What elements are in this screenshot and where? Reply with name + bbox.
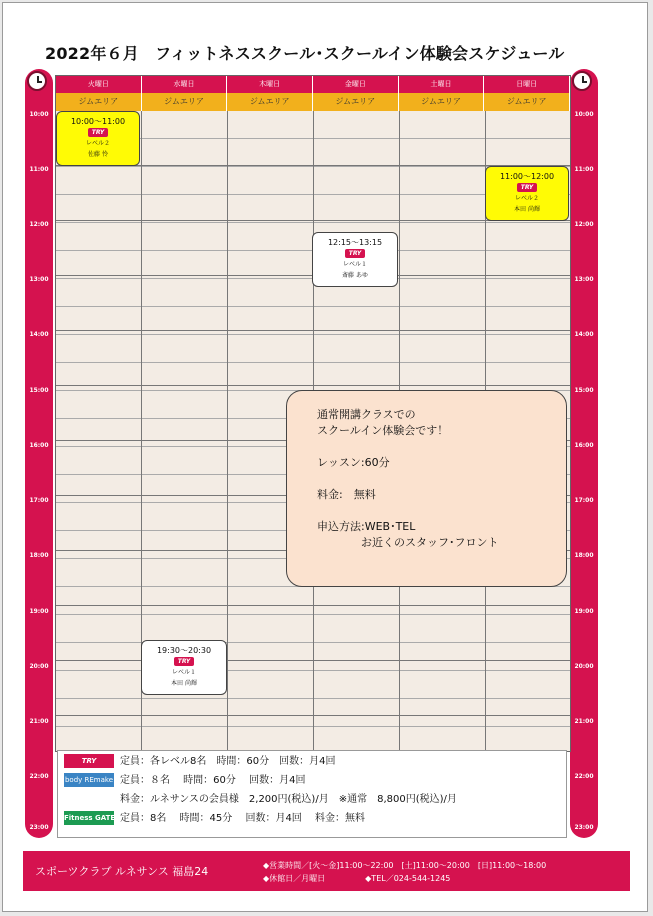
try-logo: TRY bbox=[345, 249, 366, 258]
time-label: 16:00 bbox=[29, 442, 49, 449]
area-header: ジムエリア bbox=[56, 93, 142, 111]
time-label: 10:00 bbox=[574, 111, 594, 118]
time-label: 23:00 bbox=[29, 824, 49, 831]
contact-info: ◆休館日／月曜日 ◆TEL／024-544-1245 bbox=[263, 874, 451, 883]
class-time: 19:30～20:30 bbox=[156, 646, 212, 655]
area-header-row bbox=[56, 93, 570, 111]
time-label: 12:00 bbox=[29, 221, 49, 228]
clock-icon bbox=[27, 71, 47, 91]
note-line: 通常開講クラスでの bbox=[317, 408, 416, 421]
time-label: 22:00 bbox=[574, 773, 594, 780]
fitness-gate-logo: Fitness GATE bbox=[64, 811, 114, 825]
time-label: 20:00 bbox=[29, 663, 49, 670]
legend-text: 定員：８名 時間：60分 回数：月4回 bbox=[120, 775, 306, 786]
class-level: レベル２ bbox=[514, 195, 539, 202]
try-logo: TRY bbox=[64, 754, 114, 768]
time-label: 14:00 bbox=[29, 331, 49, 338]
time-label: 10:00 bbox=[29, 111, 49, 118]
time-label: 22:00 bbox=[29, 773, 49, 780]
try-logo: TRY bbox=[174, 657, 195, 666]
time-label: 21:00 bbox=[29, 718, 49, 725]
class-instructor: 本田 尚輝 bbox=[171, 680, 197, 687]
note-line: スクールイン体験会です！ bbox=[317, 424, 449, 437]
time-label: 15:00 bbox=[29, 387, 49, 394]
try-logo: TRY bbox=[517, 183, 538, 192]
time-label: 14:00 bbox=[574, 331, 594, 338]
note-line: お近くのスタッフ･フロント bbox=[317, 536, 499, 549]
page-title: 2022年６月 フィットネススクール･スクールイン体験会スケジュール bbox=[45, 44, 565, 63]
note-line: 料金: 無料 bbox=[317, 488, 376, 501]
day-header: 木曜日 bbox=[227, 76, 313, 93]
day-header: 土曜日 bbox=[399, 76, 485, 93]
time-label: 11:00 bbox=[574, 166, 594, 173]
try-logo: TRY bbox=[88, 128, 109, 137]
class-time: 10:00～11:00 bbox=[70, 117, 126, 126]
legend-row bbox=[64, 772, 305, 790]
class-instructor: 斎藤 あゆ bbox=[342, 272, 368, 279]
clock-icon bbox=[572, 71, 592, 91]
day-header: 水曜日 bbox=[142, 76, 228, 93]
time-label: 15:00 bbox=[574, 387, 594, 394]
class-instructor: 佐藤 怜 bbox=[88, 151, 108, 158]
legend-text: 料金：ルネサンスの会員様 2,200円(税込)/月 ※通常 8,800円(税込)/月 bbox=[120, 794, 457, 805]
area-header: ジムエリア bbox=[142, 93, 228, 111]
area-header: ジムエリア bbox=[484, 93, 570, 111]
time-label: 19:00 bbox=[29, 608, 49, 615]
day-header-row bbox=[56, 76, 570, 93]
class-time: 11:00～12:00 bbox=[499, 172, 555, 181]
class-level: レベル１ bbox=[342, 261, 367, 268]
schedule-sheet bbox=[2, 2, 648, 912]
time-label: 20:00 bbox=[574, 663, 594, 670]
hours-info: ◆営業時間／[火～金]11:00～22:00 [土]11:00～20:00 [日]11:00～18:00 bbox=[263, 861, 547, 870]
day-header: 金曜日 bbox=[313, 76, 399, 93]
club-info bbox=[263, 859, 546, 885]
legend-text: 定員：各レベル8名 時間：60分 回数：月4回 bbox=[120, 756, 336, 767]
time-label: 19:00 bbox=[574, 608, 594, 615]
note-line: レッスン:60分 bbox=[317, 456, 390, 469]
class-instructor: 本田 尚輝 bbox=[514, 206, 540, 213]
time-label: 12:00 bbox=[574, 221, 594, 228]
club-name: スポーツクラブ ルネサンス 福島24 bbox=[35, 865, 209, 878]
time-label: 17:00 bbox=[574, 497, 594, 504]
class-level: レベル１ bbox=[171, 669, 196, 676]
area-header: ジムエリア bbox=[399, 93, 485, 111]
body-remake-logo: body REmake bbox=[64, 773, 114, 787]
legend-text: 定員：8名 時間：45分 回数：月4回 料金：無料 bbox=[120, 813, 365, 824]
time-label: 21:00 bbox=[574, 718, 594, 725]
time-label: 17:00 bbox=[29, 497, 49, 504]
class-card[interactable] bbox=[141, 640, 227, 695]
note-line: 申込方法:WEB･TEL bbox=[317, 520, 416, 533]
legend-row bbox=[64, 810, 365, 828]
area-header: ジムエリア bbox=[227, 93, 313, 111]
footer-bar bbox=[23, 851, 630, 891]
time-label: 13:00 bbox=[574, 276, 594, 283]
right-time-bar bbox=[570, 69, 598, 838]
day-header: 日曜日 bbox=[484, 76, 570, 93]
time-label: 11:00 bbox=[29, 166, 49, 173]
class-card[interactable] bbox=[312, 232, 398, 287]
program-legend bbox=[57, 750, 567, 838]
legend-row bbox=[64, 753, 335, 771]
time-label: 13:00 bbox=[29, 276, 49, 283]
time-label: 18:00 bbox=[29, 552, 49, 559]
time-label: 23:00 bbox=[574, 824, 594, 831]
time-label: 16:00 bbox=[574, 442, 594, 449]
class-card[interactable] bbox=[56, 111, 140, 166]
class-card[interactable] bbox=[485, 166, 569, 221]
class-time: 12:15～13:15 bbox=[327, 238, 383, 247]
class-level: レベル２ bbox=[85, 140, 110, 147]
legend-row bbox=[64, 791, 457, 809]
area-header: ジムエリア bbox=[313, 93, 399, 111]
info-callout bbox=[286, 390, 567, 587]
left-time-bar bbox=[25, 69, 53, 838]
time-label: 18:00 bbox=[574, 552, 594, 559]
day-header: 火曜日 bbox=[56, 76, 142, 93]
